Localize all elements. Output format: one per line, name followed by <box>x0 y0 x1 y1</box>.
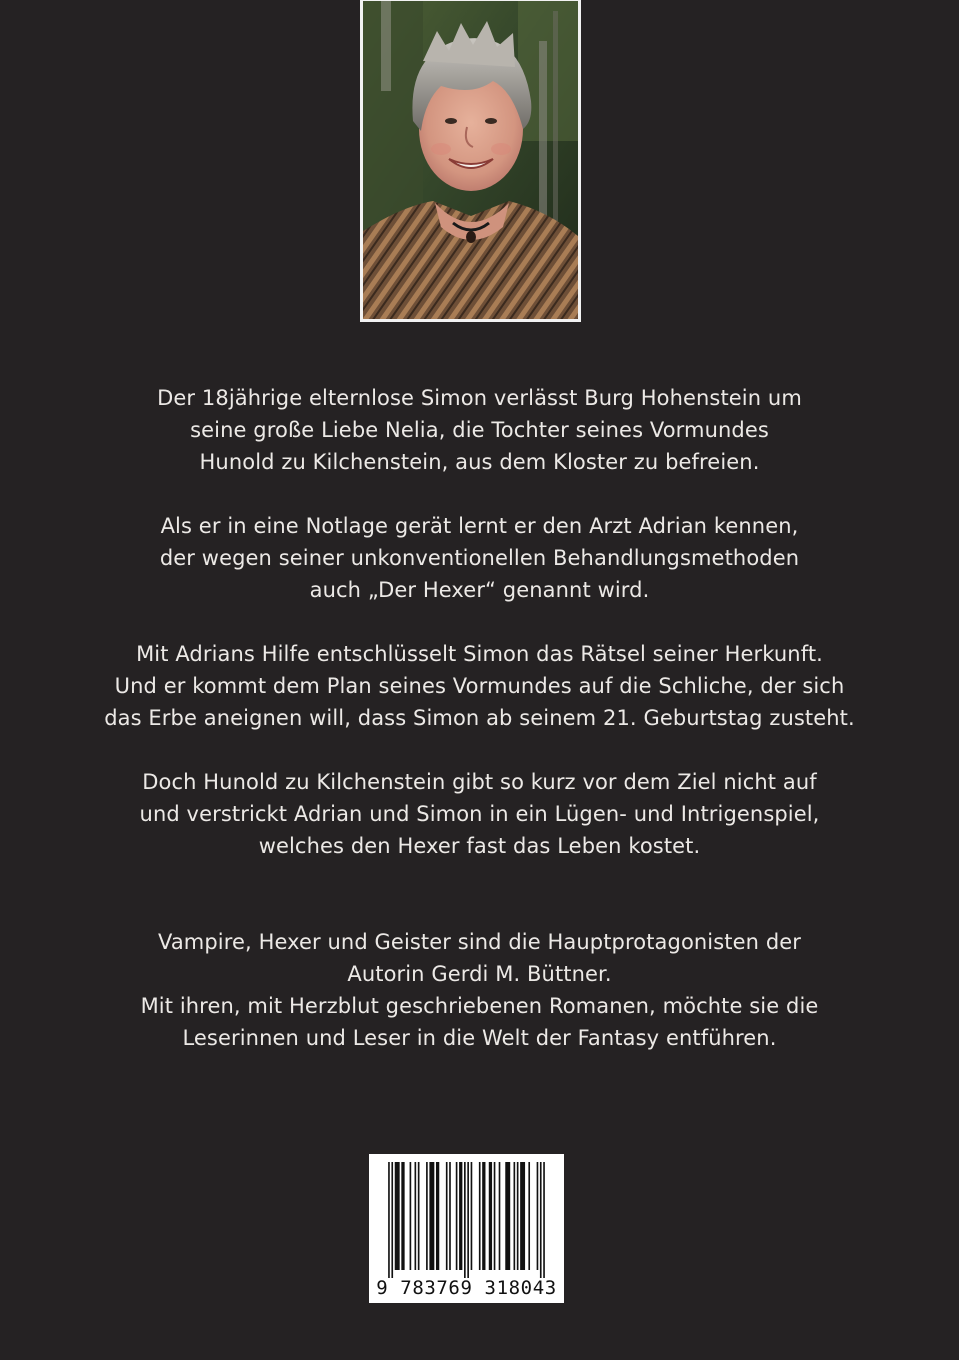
blurb-line: welches den Hexer fast das Leben kostet. <box>258 834 701 858</box>
barcode-bar <box>499 1162 501 1270</box>
barcode-bar <box>426 1162 428 1270</box>
barcode-bar <box>505 1162 510 1270</box>
blurb-line: auch „Der Hexer“ genannt wird. <box>309 578 650 602</box>
barcode-bar <box>494 1162 496 1270</box>
barcode-bar <box>436 1162 439 1270</box>
barcode-bar <box>401 1162 404 1270</box>
blurb-line: das Erbe aneignen will, dass Simon ab seinem 21. Geburtstag zusteht. <box>104 706 855 730</box>
bio-line: Leserinnen und Leser in die Welt der Fantasy entführen. <box>182 1026 777 1050</box>
barcode-bar <box>456 1162 458 1270</box>
barcode-bar <box>528 1162 530 1270</box>
barcode-bar <box>489 1162 492 1270</box>
blurb-line: der wegen seiner unkonventionellen Behandlungsmethoden <box>159 546 800 570</box>
barcode-bar <box>391 1162 393 1278</box>
bio-line: Mit ihren, mit Herzblut geschriebenen Romanen, möchte sie die <box>140 994 819 1018</box>
barcode-bar <box>418 1162 420 1270</box>
barcode-bar <box>410 1162 412 1270</box>
blurb-line: seine große Liebe Nelia, die Tochter seines Vormundes <box>190 418 769 442</box>
barcode-bar <box>471 1162 473 1270</box>
author-photo <box>360 0 581 322</box>
barcode-bar <box>482 1162 485 1270</box>
blurb-line: Hunold zu Kilchenstein, aus dem Kloster zu befreien. <box>199 450 760 474</box>
blurb-paragraph-2 <box>60 510 899 606</box>
author-portrait-icon <box>363 1 578 319</box>
barcode-bar <box>429 1162 434 1270</box>
blurb-paragraph-1 <box>60 382 899 478</box>
barcode-bar <box>543 1162 545 1278</box>
isbn-barcode <box>369 1154 564 1303</box>
barcode-bar <box>464 1162 466 1278</box>
barcode-bar <box>388 1162 390 1278</box>
blurb-line: und verstrickt Adrian und Simon in ein Lügen- und Intrigenspiel, <box>139 802 820 826</box>
blurb-paragraph-3 <box>60 638 899 734</box>
barcode-bar <box>467 1162 469 1278</box>
barcode-bar <box>395 1162 400 1270</box>
bio-line: Vampire, Hexer und Geister sind die Hauptprotagonisten der <box>158 930 801 954</box>
barcode-bar <box>449 1162 451 1270</box>
blurb-line: Als er in eine Notlage gerät lernt er den Arzt Adrian kennen, <box>160 514 799 538</box>
barcode-bar <box>479 1162 481 1270</box>
blurb-line: Und er kommt dem Plan seines Vormundes auf die Schliche, der sich <box>114 674 845 698</box>
barcode-bar <box>459 1162 462 1270</box>
blurb-line: Der 18jährige elternlose Simon verlässt Burg Hohenstein um <box>157 386 802 410</box>
barcode-bar <box>537 1162 539 1270</box>
barcode-bar <box>517 1162 519 1270</box>
barcode-bar <box>514 1162 516 1270</box>
barcode-bar <box>520 1162 525 1270</box>
barcode-bar <box>540 1162 542 1278</box>
author-bio <box>60 926 899 1054</box>
blurb-line: Mit Adrians Hilfe entschlüsselt Simon das Rätsel seiner Herkunft. <box>136 642 823 666</box>
bio-line: Autorin Gerdi M. Büttner. <box>347 962 612 986</box>
blurb-paragraph-4 <box>60 766 899 862</box>
blurb-line: Doch Hunold zu Kilchenstein gibt so kurz vor dem Ziel nicht auf <box>142 770 817 794</box>
isbn-number: 9 783769 318043 <box>376 1277 557 1299</box>
barcode-bar <box>415 1162 417 1270</box>
barcode-bar <box>446 1162 448 1270</box>
